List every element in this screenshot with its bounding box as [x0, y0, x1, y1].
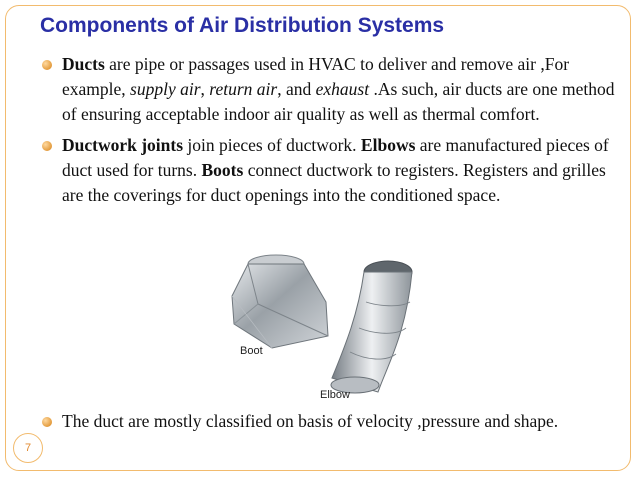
- joints-text-3: connect ductwork to registers. Registers and grilles are the coverings for duct openings into the conditioned space.: [62, 160, 606, 205]
- term-elbows: Elbows: [360, 135, 416, 155]
- bullet-dot-icon: [42, 60, 52, 70]
- bullet-classification: [40, 409, 638, 434]
- term-supply-air: supply air: [130, 79, 201, 99]
- elbow-fitting: [331, 261, 412, 393]
- bullet-list: [40, 52, 625, 208]
- joints-text-2: are manufactured pieces of duct used for turns.: [62, 135, 609, 180]
- bullet-ducts: [40, 52, 625, 127]
- elbow-label: Elbow: [320, 389, 350, 401]
- slide-number-badge: [13, 433, 43, 463]
- boot-label: Boot: [240, 345, 263, 357]
- slide-number: 7: [24, 442, 32, 454]
- term-exhaust: exhaust: [315, 79, 370, 99]
- term-return-air: return air: [209, 79, 278, 99]
- bullet-dot-icon: [42, 417, 52, 427]
- boot-fitting: [232, 255, 328, 348]
- duct-fittings-figure: [228, 244, 428, 404]
- term-ducts: Ducts: [62, 54, 105, 74]
- joints-text-1: join pieces of ductwork.: [183, 135, 361, 155]
- classification-text: The duct are mostly classified on basis of velocity ,pressure and shape.: [62, 411, 559, 431]
- ducts-text-4: .As such, air ducts are one method of ensuring acceptable indoor air quality as well as thermal comfort.: [62, 79, 615, 124]
- ducts-text-3: , and: [277, 79, 316, 99]
- ducts-text-1: are pipe or passages used in HVAC to deliver and remove air ,For example,: [62, 54, 570, 99]
- bullet-ductwork-joints: [40, 133, 625, 208]
- term-boots: Boots: [201, 160, 244, 180]
- term-ductwork-joints: Ductwork joints: [62, 135, 184, 155]
- boot-elbow-illustration: [228, 244, 428, 404]
- bullet-dot-icon: [42, 141, 52, 151]
- slide-title: Components of Air Distribution Systems: [40, 14, 445, 37]
- ducts-text-2: ,: [200, 79, 210, 99]
